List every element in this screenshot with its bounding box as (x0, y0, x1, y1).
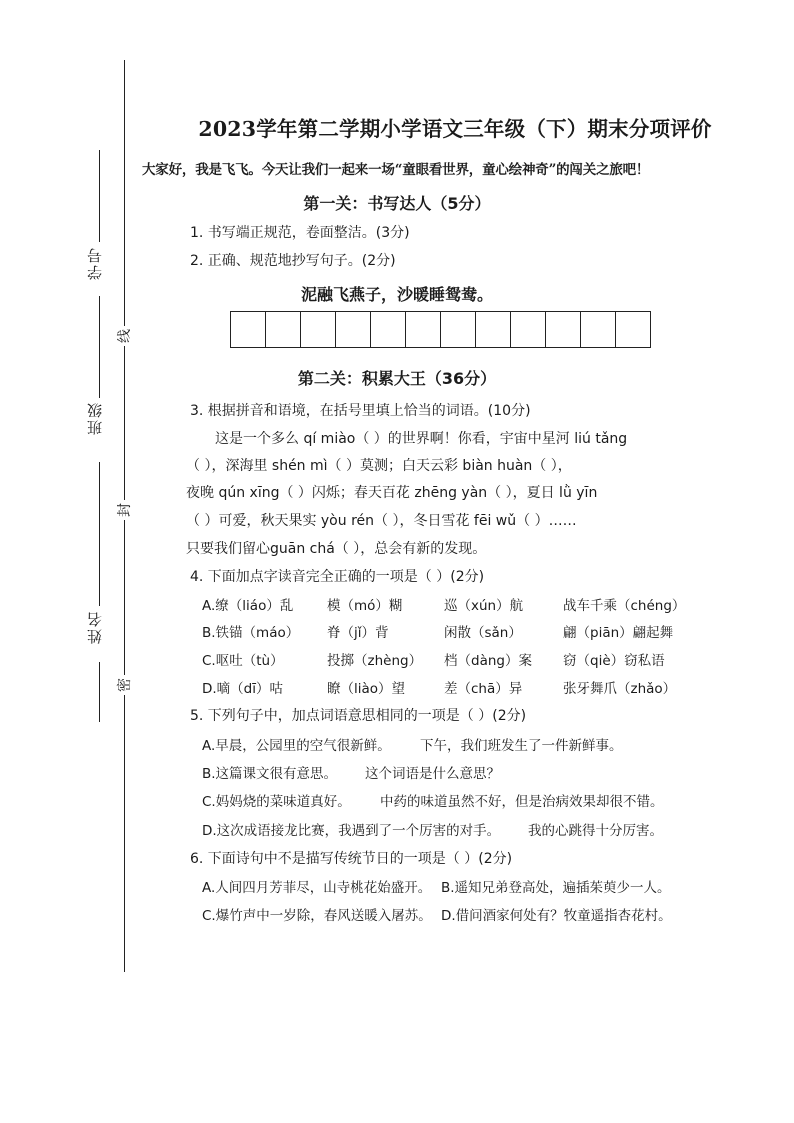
q4-option-a-3: 巡（xún）航 (444, 598, 524, 614)
name-label: 姓名 (86, 610, 104, 644)
q5-option-b-2: 这个词语是什么意思？ (365, 766, 500, 782)
copy-sentence: 泥融飞燕子，沙暖睡鸳鸯。 (300, 285, 493, 304)
question-1: 1. 书写端正规范，卷面整洁。(3分) (190, 225, 410, 241)
grid-cell[interactable] (266, 312, 301, 347)
writing-grid[interactable] (230, 311, 651, 348)
q6-option-d: D.借问酒家何处有？牧童遥指杏花村。 (441, 908, 672, 924)
grid-cell[interactable] (371, 312, 406, 347)
q4-option-b: B.铁锚（máo） (202, 625, 300, 641)
q5-option-c: C.妈妈烧的菜味道真好。 (202, 794, 351, 810)
section-2-title: 第二关：积累大王（36分） (297, 369, 497, 388)
question-5-stem: 5. 下列句子中，加点词语意思相同的一项是（ ）(2分) (190, 708, 527, 724)
name-field[interactable] (99, 462, 100, 606)
grid-cell[interactable] (616, 312, 650, 347)
q6-option-c: C.爆竹声中一岁除，春风送暖入屠苏。 (202, 908, 432, 924)
grid-cell[interactable] (231, 312, 266, 347)
question-3-stem: 3. 根据拼音和语境，在括号里填上恰当的词语。(10分) (190, 403, 531, 419)
grid-cell[interactable] (441, 312, 476, 347)
q4-option-b-2: 脊（jǐ）背 (327, 625, 389, 641)
name-field-tail (99, 662, 100, 722)
seal-char-line: 线 (115, 326, 135, 346)
question-2: 2. 正确、规范地抄写句子。(2分) (190, 253, 396, 269)
q5-option-a-2: 下午，我们班发生了一件新鲜事。 (420, 738, 623, 754)
q3-line: 夜晚 qún xīng（ ）闪烁；春天百花 zhēng yàn（ ），夏日 lǜ yīn (186, 485, 598, 501)
q4-option-c-2: 投掷（zhèng） (327, 653, 423, 669)
question-4-stem: 4. 下面加点字读音完全正确的一项是（ ）(2分) (190, 569, 485, 585)
grid-cell[interactable] (546, 312, 581, 347)
q4-option-a-4: 战车千乘（chéng） (563, 598, 686, 614)
intro-text: 大家好，我是飞飞。今天让我们一起来一场“童眼看世界，童心绘神奇”的闯关之旅吧！ (142, 162, 650, 178)
seal-char-seal: 封 (115, 500, 135, 520)
grid-cell[interactable] (336, 312, 371, 347)
q4-option-b-4: 翩（piān）翩起舞 (563, 625, 674, 641)
q5-option-b: B.这篇课文很有意思。 (202, 766, 338, 782)
grid-cell[interactable] (406, 312, 441, 347)
q4-option-a-2: 模（mó）糊 (327, 598, 403, 614)
q5-option-a: A.早晨，公园里的空气很新鲜。 (202, 738, 391, 754)
q3-line: 只要我们留心guān chá（ ），总会有新的发现。 (186, 541, 487, 557)
q6-option-a: A.人间四月芳菲尽，山寺桃花始盛开。 (202, 880, 432, 896)
grid-cell[interactable] (511, 312, 546, 347)
exam-title: 2023学年第二学期小学语文三年级（下）期末分项评价 (198, 117, 712, 141)
q3-line: （ ），深海里 shén mì（ ）莫测；白天云彩 biàn huàn（ ）， (186, 458, 572, 474)
q4-option-c-4: 窃（qiè）窃私语 (563, 653, 665, 669)
q5-option-d: D.这次成语接龙比赛，我遇到了一个厉害的对手。 (202, 823, 501, 839)
grid-cell[interactable] (581, 312, 616, 347)
class-label: 班级 (86, 401, 104, 435)
q4-option-d-2: 瞭（liào）望 (327, 681, 406, 697)
student-id-label: 学号 (86, 246, 104, 280)
question-6-stem: 6. 下面诗句中不是描写传统节日的一项是（ ）(2分) (190, 851, 513, 867)
q4-option-a: A.缭（liáo）乱 (202, 598, 294, 614)
q6-option-b: B.遥知兄弟登高处，遍插茱萸少一人。 (441, 880, 671, 896)
q3-line: 这是一个多么 qí miào（ ）的世界啊！你看，宇宙中星河 liú tǎng (215, 431, 628, 447)
q4-option-d-4: 张牙舞爪（zhǎo） (563, 681, 677, 697)
q5-option-c-2: 中药的味道虽然不好，但是治病效果却很不错。 (380, 794, 664, 810)
q3-line: （ ）可爱，秋天果实 yòu rén（ ），冬日雪花 fēi wǔ（ ）…… (186, 513, 577, 529)
q4-option-c: C.呕吐（tù） (202, 653, 284, 669)
q4-option-b-3: 闲散（sǎn） (444, 625, 522, 641)
q4-option-c-3: 档（dàng）案 (444, 653, 532, 669)
section-1-title: 第一关：书写达人（5分） (303, 194, 491, 213)
q4-option-d-3: 差（chā）异 (444, 681, 523, 697)
seal-char-secret: 密 (115, 675, 135, 695)
grid-cell[interactable] (301, 312, 336, 347)
q4-option-d: D.嘀（dī）咕 (202, 681, 284, 697)
grid-cell[interactable] (476, 312, 511, 347)
q5-option-d-2: 我的心跳得十分厉害。 (528, 823, 663, 839)
